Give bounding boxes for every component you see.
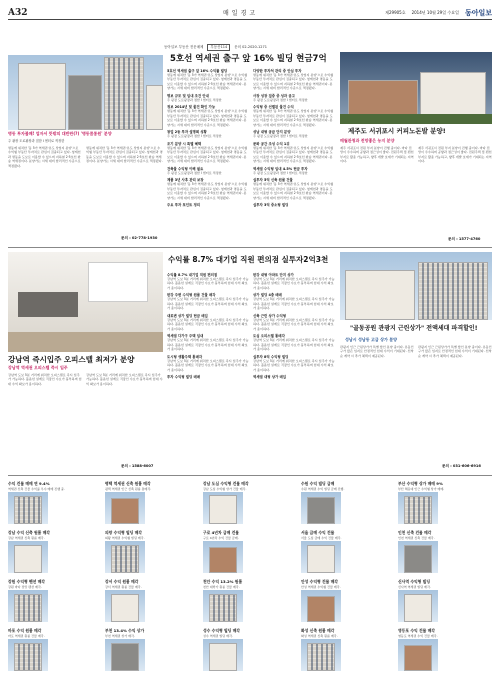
ad-contact-bar bbox=[164, 44, 267, 51]
small-ad: 강원 수익형 펜션 매각 강원 바다 전망 펜션 매각. bbox=[8, 579, 100, 622]
ad1-headline: 5호선 역세권 출구 앞 16% 빌딩 현금7억 bbox=[170, 54, 327, 64]
ad4-phone: 문의 : 031-606-6916 bbox=[442, 464, 481, 468]
page-number: A32 bbox=[8, 7, 28, 18]
small-ad: 부산 수익형 상가 매매 9% 부산 해운대 인근 수익형 상가 매매. bbox=[398, 481, 492, 524]
small-ad: 수익 건물 매매 연 9.4% 역세권 신축 건물 수익률 우수 매매 진행 중. bbox=[8, 481, 100, 524]
ad2-body-col1: 제주 서귀포시 전원 부지 분양이 진행 중이다. 바다 전망이 우수하며 공항과 접근성이 좋다. 전원주택 및 펜션 부지로 활용 가능하고, 향후 개발 호재가 기대되는 지역이다. bbox=[340, 146, 414, 164]
small-ad: 마포 수익 원룸 매각 마포 역세권 원룸 건물 매각. bbox=[8, 628, 100, 671]
small-ad: 강남 수익 신축 원룸 매각 강남 역세권 신축 원룸 매각. bbox=[8, 530, 100, 573]
adbar-label: 동아일보 부동산 전문매체 bbox=[164, 45, 204, 49]
ad3-subtitle: 강남역 역세권 오피스텔 즉시 입주 bbox=[8, 365, 68, 370]
small-ad: 인천 신축 건물 매각 인천 역세권 신축 건물 매각. bbox=[398, 530, 492, 573]
small-ad: 화성 신축 원룸 매각 화성 역세권 신축 원룸 매각. bbox=[301, 628, 393, 671]
ad1-label: 명동 투자불패! 업자서 뜻밖의 대반란(?) '명동콤롱원' 분양 bbox=[8, 131, 112, 136]
ad3-bullets-left: 수익률 8.7% 대기업 직원 편의점 강남역 도보 5분 거리에 위치한 오피스텔로 즉시 입주가 가능하다. 풀옵션 설계로 직장인 수요가 풍부하며 임대 수익 확보가 용이하다. 한강 주변 수익형 원룸 건물 매각 강남역 도보 5분 거리에 위치한 오피스텔로 즉시 입주가 가능하다. 풀옵션 설계로 직장인 수요가 풍부하며 임대 수익 확보가 용이하다. 대로변 상가 빌딩 현금 매입 강남역 도보 5분 거리에 위치한 오피스텔로 즉시 입주가 가능하다. 풀옵션 설계로 직장인 수요가 풍부하며 임대 수익 확보가 용이하다. 역세권 다가구 주택 임대 강남역 도보 5분 거리에 위치한 오피스텔로 즉시 입주가 가능하다. 풀옵션 설계로 직장인 수요가 풍부하며 임대 수익 확보가 용이하다. 도시형 생활주택 통매각 강남역 도보 5분 거리에 위치한 오피스텔로 즉시 입주가 가능하다. 풀옵션 설계로 직장인 수요가 풍부하며 임대 수익 확보가 용이하다. 투자 수익형 빌딩 매매 bbox=[167, 273, 249, 380]
ad2-headline: 제주도 서귀포시 커피노돈발 분양! bbox=[348, 127, 446, 135]
adbar-phone: 문의 02-2020-1271 bbox=[234, 45, 267, 49]
ad3-phone: 문의 : 1588-6007 bbox=[121, 464, 154, 468]
ad3-body-col1: 강남역 도보 5분 거리에 위치한 오피스텔로 즉시 입주가 가능하다. 풀옵션 설계로 직장인 수요가 풍부하며 임대 수익 확보가 용이하다. bbox=[8, 373, 82, 386]
ad1-subtitle: 주 광장 도로광장과 접함 I 센터로 적정한 bbox=[8, 139, 65, 143]
adbar-box: 부동산114 bbox=[207, 44, 230, 51]
small-ad: 강남 도심 수익형 건물 매각 강남 도심 수익형 상가 건물 매각. bbox=[203, 481, 295, 524]
ad4-subtitle: 성남시 성남동 고급 상가 분양 bbox=[345, 337, 397, 342]
ad1-bullets-right: 다양한 투자처 관리 중 안심 투자 명동에 위치한 '동 5가 역세권·유도 상업지 분양'으로 수익형 부동산 투자처로 관심이 집중되고 있다. 청계천과 명동을 도보로 이용할 수 있으며 지하철 2·5호선 환승 역세권이다. 분양가는 시세 대비 합리적인 수준으로 책정됐다. 사장 성장 집중 중 성과 공고 주 광장 도로광장과 접함 I 센터로 적정한 수익형 중 선별된 물건 수익 명동에 위치한 '동 5가 역세권·유도 상업지 분양'으로 수익형 부동산 투자처로 관심이 집중되고 있다. 청계천과 명동을 도보로 이용할 수 있으며 지하철 2·5호선 환승 역세권이다. 분양가는 시세 대비 합리적인 수준으로 책정됐다. 성남 대형 공급 단지 분양 주 광장 도로광장과 접함 I 센터로 적정한 문화 공간 조성 수익 1위 명동에 위치한 '동 5가 역세권·유도 상업지 분양'으로 수익형 부동산 투자처로 관심이 집중되고 있다. 청계천과 명동을 도보로 이용할 수 있으며 지하철 2·5호선 환승 역세권이다. 분양가는 시세 대비 합리적인 수준으로 책정됐다. 역세권 수익형 임대 4.5% 현금 투자 주 광장 도로광장과 접함 I 센터로 적정한 실투자 5억 신축 원룸 건물 명동에 위치한 '동 5가 역세권·유도 상업지 분양'으로 수익형 부동산 투자처로 관심이 집중되고 있다. 청계천과 명동을 도보로 이용할 수 있으며 지하철 2·5호선 환승 역세권이다. 분양가는 시세 대비 합리적인 수준으로 책정됐다. 실투자 3억 중소형 빌딩 bbox=[253, 69, 334, 208]
small-ad: 평택 역세권 신축 원룸 매각 평택 역세권 인근 신축 원룸 통매각. bbox=[105, 481, 197, 524]
ad4-headline: "골동공원 관광지 근린상가" 전액세대 파격할인! bbox=[350, 325, 478, 332]
ad2-phone: 문의 : 1577-4760 bbox=[448, 237, 481, 241]
divider bbox=[8, 475, 492, 476]
ad1-bullets-left: 5호선 역세권 출구 앞 16% 수익률 빌딩 명동에 위치한 '동 5가 역세권·유도 상업지 분양'으로 수익형 부동산 투자처로 관심이 집중되고 있다. 청계천과 명동을 도보로 이용할 수 있으며 지하철 2·5호선 환승 역세권이다. 분양가는 시세 대비 합리적인 수준으로 책정됐다. 명보 규모 및 임대 조건 안내 주 광장 도로광장과 접함 I 센터로 적정한 정보 2014년 및 물건 확인 가능 명동에 위치한 '동 5가 역세권·유도 상업지 분양'으로 수익형 부동산 투자처로 관심이 집중되고 있다. 청계천과 명동을 도보로 이용할 수 있으며 지하철 2·5호선 환승 역세권이다. 분양가는 시세 대비 합리적인 수준으로 책정됐다. 창업 2동 투자 설명회 성황 주 광장 도로광장과 접함 I 센터로 적정한 조기 분양 시 특별 혜택 명동에 위치한 '동 5가 역세권·유도 상업지 분양'으로 수익형 부동산 투자처로 관심이 집중되고 있다. 청계천과 명동을 도보로 이용할 수 있으며 지하철 2·5호선 환승 역세권이다. 분양가는 시세 대비 합리적인 수준으로 책정됐다. 건축물 수익형 이해 필요 주 광장 도로광장과 접함 I 센터로 적정한 제품 3년 사후 관리 보장 명동에 위치한 '동 5가 역세권·유도 상업지 분양'으로 수익형 부동산 투자처로 관심이 집중되고 있다. 청계천과 명동을 도보로 이용할 수 있으며 지하철 2·5호선 환승 역세권이다. 분양가는 시세 대비 합리적인 수준으로 책정됐다. 주요 투자 포인트 정리 bbox=[167, 69, 248, 208]
ad4-body-col2: 관광지 인근 근린상가가 특별 할인 분양 중이다. 유동인구가 많은 입지로 안정적인 임대 수익이 기대된다. 선착순 계약 시 추가 혜택이 제공된다. bbox=[418, 345, 492, 358]
section-title: 매일경고 bbox=[223, 10, 259, 17]
ad4-photo bbox=[340, 252, 492, 320]
small-ad: 구로 4년차 급매 건물 구로 4년차 수익 건물 급매. bbox=[203, 530, 295, 573]
ad3-headline: 수익률 8.7% 대기업 직원 편의점 실투자2억3천 bbox=[168, 255, 329, 264]
small-ad: 영등포 수익 건물 매각 영등포 역세권 수익 건물 매각. bbox=[398, 628, 492, 671]
ad3-label: 강남역 즉시입주 오피스텔 최저가 분양 bbox=[8, 355, 135, 364]
ad3-bullets-right: 한강 대형 아파트 단지 상가 강남역 도보 5분 거리에 위치한 오피스텔로 즉시 입주가 가능하다. 풀옵션 설계로 직장인 수요가 풍부하며 임대 수익 확보가 용이하다. 상가 빌딩 4층 매매 강남역 도보 5분 거리에 위치한 오피스텔로 즉시 입주가 가능하다. 풀옵션 설계로 직장인 수요가 풍부하며 임대 수익 확보가 용이하다. 신축 근린 상가 수익형 강남역 도보 5분 거리에 위치한 오피스텔로 즉시 입주가 가능하다. 풀옵션 설계로 직장인 수요가 풍부하며 임대 수익 확보가 용이하다. 도심 오피스텔 통매각 강남역 도보 5분 거리에 위치한 오피스텔로 즉시 입주가 가능하다. 풀옵션 설계로 직장인 수요가 풍부하며 임대 수익 확보가 용이하다. 실투자 8억 수익형 빌딩 강남역 도보 5분 거리에 위치한 오피스텔로 즉시 입주가 가능하다. 풀옵션 설계로 직장인 수요가 풍부하며 임대 수익 확보가 용이하다. 역세권 대형 상가 매입 bbox=[253, 273, 335, 380]
small-ad: 의왕 수익형 빌딩 매각 의왕 역세권 수익형 빌딩 매각. bbox=[105, 530, 197, 573]
small-ad: 성수 수익형 빌딩 매각 성수 역세권 빌딩 매각. bbox=[203, 628, 295, 671]
page-header bbox=[8, 6, 492, 20]
ad1-photo bbox=[8, 55, 163, 130]
ad1-body-col1: 명동에 위치한 '동 5가 역세권·유도 상업지 분양'으로 수익형 부동산 투자처로 관심이 집중되고 있다. 청계천과 명동을 도보로 이용할 수 있으며 지하철 2·5호선 환승 역세권이다. 분양가는 시세 대비 합리적인 수준으로 책정됐다. bbox=[8, 146, 81, 168]
small-ad: 서울 급매 수익 건물 서울 도심 급매 수익 건물 매각. bbox=[301, 530, 393, 573]
small-ad: 신사역 수익형 빌딩 신사역 역세권 빌딩 매각. bbox=[398, 579, 492, 622]
ad3-photo bbox=[8, 252, 163, 352]
brand-logo: 동아일보 bbox=[464, 7, 492, 17]
issue-number: 제29905호 bbox=[385, 9, 406, 15]
small-ad: 수원 수익 빌딩 급매 수원 역세권 수익 빌딩 급매 진행. bbox=[301, 481, 393, 524]
small-ad: 안성 수익형 건물 매각 안성 역세권 수익형 건물 매각. bbox=[301, 579, 393, 622]
small-ad: 강서 수익 원룸 매각 강서 역세권 원룸 건물 매각. bbox=[105, 579, 197, 622]
ad1-phone: 문의 : 02-778-1930 bbox=[121, 236, 158, 240]
ad2-label: 매월관청과 전망좋은 농지 분양 bbox=[340, 138, 395, 143]
ad2-photo bbox=[340, 52, 492, 124]
issue-date: 2014년 10월 29일 수요일 bbox=[411, 9, 459, 15]
small-ad: 천안 수익 13.2% 원룸 천안 대학가 원룸 건물 매각. bbox=[203, 579, 295, 622]
ad1-body-col2: 명동에 위치한 '동 5가 역세권·유도 상업지 분양'으로 수익형 부동산 투자처로 관심이 집중되고 있다. 청계천과 명동을 도보로 이용할 수 있으며 지하철 2·5호선 환승 역세권이다. 분양가는 시세 대비 합리적인 수준으로 책정됐다. bbox=[86, 146, 163, 164]
ad2-body-col2: 제주 서귀포시 전원 부지 분양이 진행 중이다. 바다 전망이 우수하며 공항과 접근성이 좋다. 전원주택 및 펜션 부지로 활용 가능하고, 향후 개발 호재가 기대되는 지역이다. bbox=[418, 146, 492, 164]
small-ad: 부천 13.4% 수익 상가 부천 역세권 상가 매각. bbox=[105, 628, 197, 671]
ad3-body-col2: 강남역 도보 5분 거리에 위치한 오피스텔로 즉시 입주가 가능하다. 풀옵션 설계로 직장인 수요가 풍부하며 임대 수익 확보가 용이하다. bbox=[86, 373, 163, 386]
header-meta bbox=[385, 8, 492, 18]
ad4-body-col1: 관광지 인근 근린상가가 특별 할인 분양 중이다. 유동인구가 많은 입지로 안정적인 임대 수익이 기대된다. 선착순 계약 시 추가 혜택이 제공된다. bbox=[340, 345, 414, 358]
divider bbox=[8, 247, 492, 248]
